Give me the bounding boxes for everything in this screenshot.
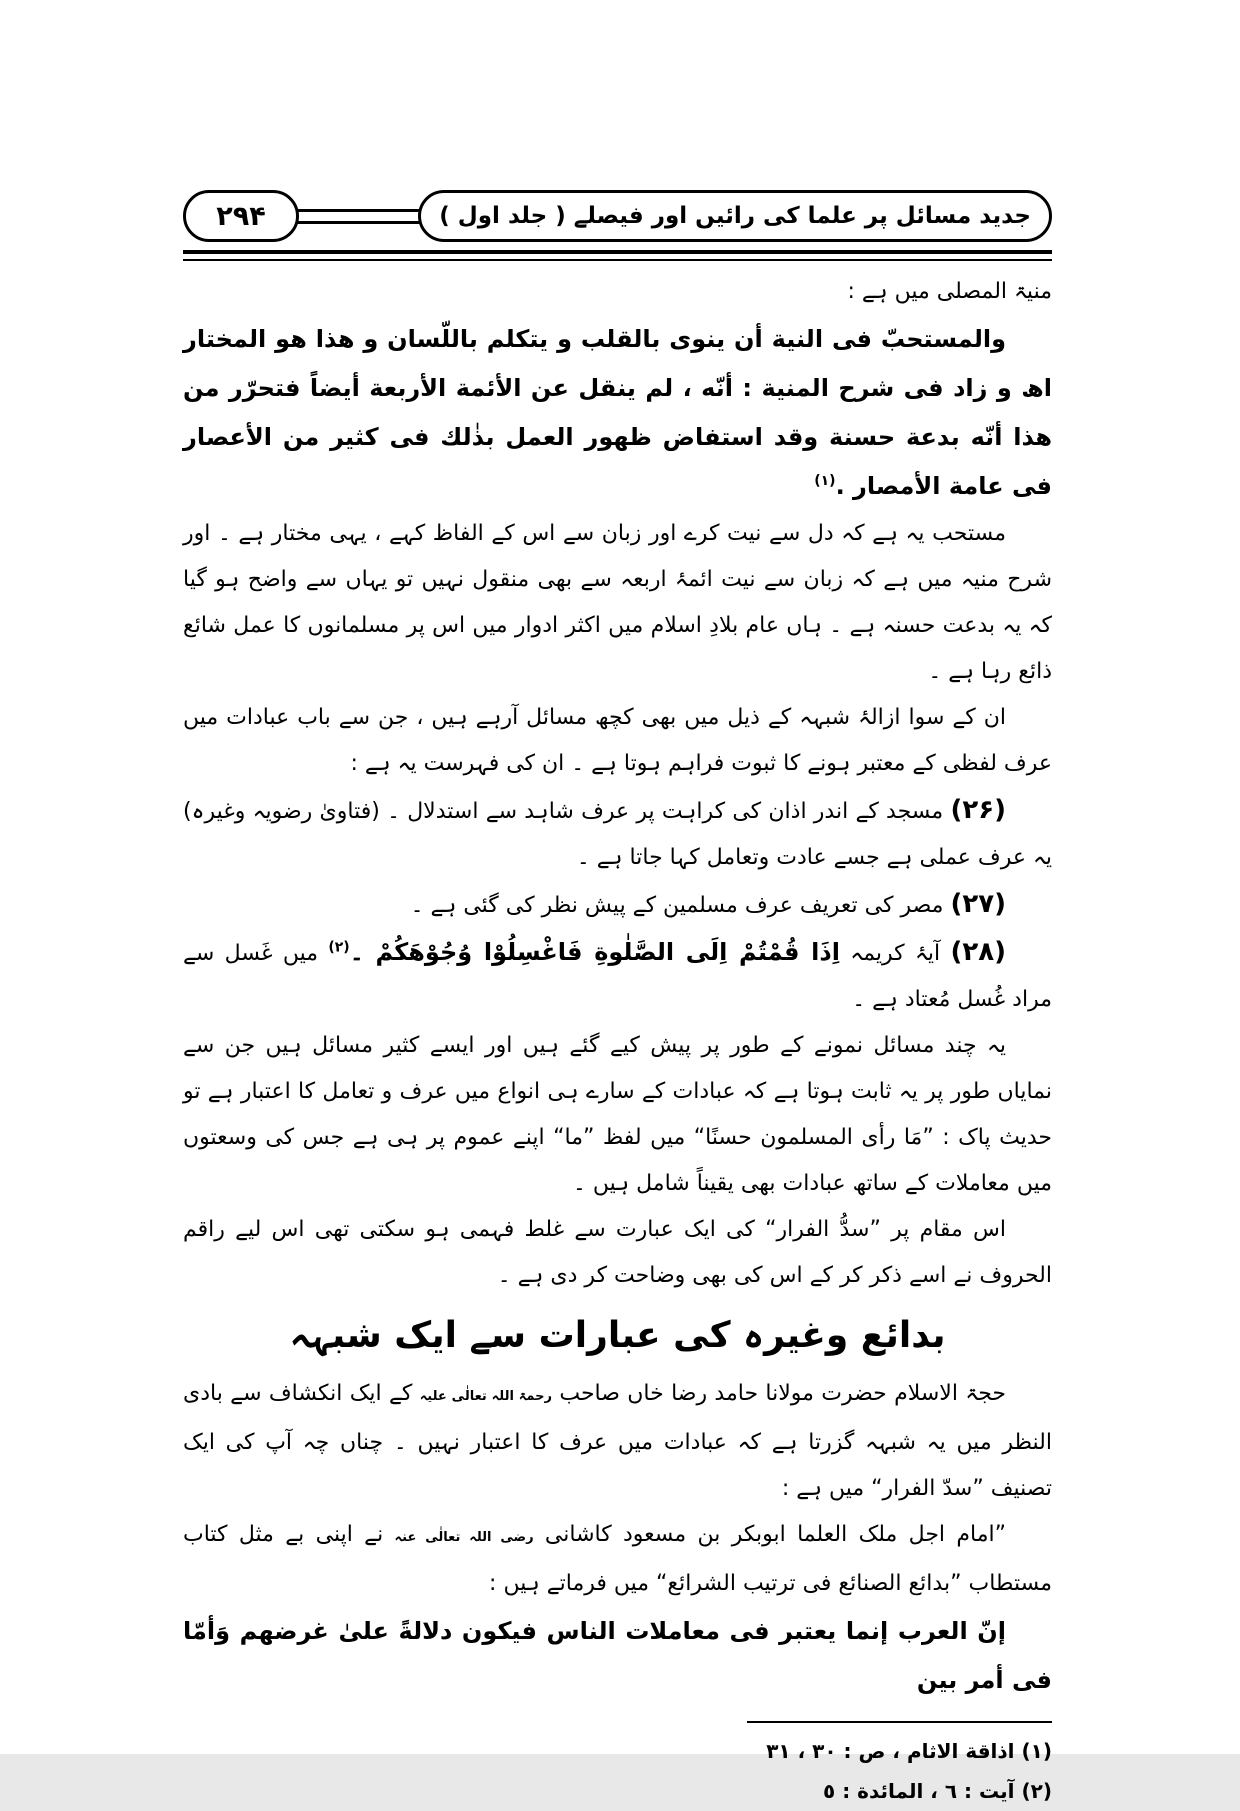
header-divider-rule [183, 250, 1052, 261]
text-segment: مسجد کے اندر اذان کی کراہت پر عرف شاہد سے استدلال ۔ (فتاویٰ رضویہ وغیرہ) یہ عرف عملی ہے جسے عادت وتعامل کہا جاتا ہے ۔ [183, 799, 1052, 870]
footnote-separator-rule [747, 1721, 1052, 1723]
urdu-translation [183, 511, 1052, 695]
text-segment: مصر کی تعریف عرف مسلمین کے پیش نظر کی گئی ہے ۔ [410, 893, 951, 918]
clarification-note [183, 1207, 1052, 1299]
book-title-oval [418, 190, 1052, 242]
arabic-quote-badai [183, 1607, 1052, 1705]
text-segment: آیۂ کریمہ [839, 941, 951, 966]
samples-summary [183, 1023, 1052, 1207]
text-segment: یہ چند مسائل نمونے کے طور پر پیش کیے گئے ہیں اور ایسے کثیر مسائل ہیں جن سے نمایاں طور پر یہ ثابت ہوتا ہے کہ عبادات کے سارے ہی انواع میں عرف و تعامل کا اعتبار ہے تو حدیث پاک : ”مَا رأی المسلمون حسنًا“ میں لفظ ”ما“ اپنے عموم پر ہی ہے جس کی وسعتوں میں معاملات کے ساتھ عبادات بھی یقیناً شامل ہیں ۔ [183, 1033, 1052, 1196]
item-26 [183, 787, 1052, 881]
book-title: جدید مسائل پر علما کی رائیں اور فیصلے ( جلد اول ) [439, 203, 1031, 229]
footnote-marker: (۱) [814, 473, 836, 489]
shubha-intro [183, 1371, 1052, 1512]
text-segment: میں غَسل سے مراد غُسل مُعتاد ہے ۔ [183, 941, 1052, 1012]
text-segment: کے ایک انکشاف سے بادی النظر میں یہ شبہہ گزرتا ہے کہ عبادات میں عرف کا اعتبار نہیں ۔ چناں چہ آپ کی ایک تصنیف ”سدّ الفرار“ میں ہے : [183, 1381, 1052, 1501]
arabic-quote-muniya [183, 315, 1052, 511]
arabic-inline: اِذَا قُمْتُمْ اِلَى الصَّلٰوةِ فَاغْسِلُوْا وُجُوْهَكُمْ ۔ [349, 938, 840, 966]
text-segment: اس مقام پر ”سدُّ الفرار“ کی ایک عبارت سے غلط فہمی ہو سکتی تھی اس لیے راقم الحروف نے اسے ذکر کر کے اس کی بھی وضاحت کر دی ہے ۔ [183, 1217, 1052, 1288]
footnote-list [183, 1731, 1052, 1811]
text-segment: منیۃ المصلی میں ہے : [847, 279, 1052, 304]
item-27 [183, 881, 1052, 929]
footnote-item: (۲) آیت : ٦ ، المائدة : ٥ [823, 1779, 1052, 1803]
text-segment: إنّ العرب إنما يعتبر فى معاملات الناس فيكون دلالةً علىٰ غرضهم وَأمّا فى أمر بين [183, 1617, 1052, 1694]
body-text [183, 269, 1052, 1705]
num: (۲۶) [950, 795, 1006, 825]
text-segment: ان کے سوا ازالۂ شبہہ کے ذیل میں بھی کچھ مسائل آرہے ہیں ، جن سے باب عبادات میں عرف لفظی کے معتبر ہونے کا ثبوت فراہم ہوتا ہے ۔ ان کی فہرست یہ ہے : [183, 705, 1052, 776]
footnote-marker: (۲) [328, 939, 350, 956]
text-segment: والمستحبّ فى النية أن ينوى بالقلب و يتكلم باللّسان و هذا هو المختار اھ و زاد فى شرح المنية : أنّه ، لم ينقل عن الأئمة الأربعة أيضاً فتحرّر من هذا أنّه بدعة حسنة وقد استفاض ظهور العمل بذٰلك فى كثير من الأعصار فى عامة الأمصار . [183, 325, 1052, 500]
honorific: رضی اللہ تعالٰی عنہ [394, 1530, 534, 1545]
footnotes [183, 1721, 1052, 1811]
header-connector-rule [293, 209, 424, 224]
sadd-alfirar-quote [183, 1512, 1052, 1607]
text-segment: ”امام اجل ملک العلما ابوبکر بن مسعود کاشانی [533, 1522, 1006, 1547]
muniya-intro [183, 269, 1052, 315]
list-intro [183, 695, 1052, 787]
text-segment: حجۃ الاسلام حضرت مولانا حامد رضا خاں صاحب [552, 1381, 1006, 1406]
item-28 [183, 929, 1052, 1023]
text-segment: مستحب یہ ہے کہ دل سے نیت کرے اور زبان سے اس کے الفاظ کہے ، یہی مختار ہے ۔ اور شرح منیہ میں ہے کہ زبان سے نیت ائمۂ اربعہ سے بھی منقول نہیں تو یہاں سے واضح ہو گیا کہ یہ بدعت حسنہ ہے ۔ ہاں عام بلادِ اسلام میں اکثر ادوار میں اس پر مسلمانوں کا عمل شائع ذائع رہا ہے ۔ [183, 521, 1052, 684]
section-heading [183, 1305, 1052, 1367]
text-segment: بدائع وغیرہ کی عبارات سے ایک شبہہ [289, 1315, 946, 1356]
page-number: ۲۹۴ [216, 200, 266, 232]
footnote-item: (۱) اذاقة الاثام ، ص : ۳۰ ، ۳۱ [766, 1739, 1052, 1763]
page-header [183, 190, 1052, 242]
num: (۲۷) [950, 889, 1006, 919]
text-segment: نے اپنی بے مثل کتاب مستطاب ”بدائع الصنائع فی ترتیب الشرائع“ میں فرماتے ہیں : [183, 1522, 1052, 1596]
page-number-badge [183, 190, 299, 242]
honorific: رحمۃ اللہ تعالٰی علیہ [419, 1389, 552, 1404]
num: (۲۸) [950, 937, 1007, 967]
page-content [183, 190, 1052, 1811]
